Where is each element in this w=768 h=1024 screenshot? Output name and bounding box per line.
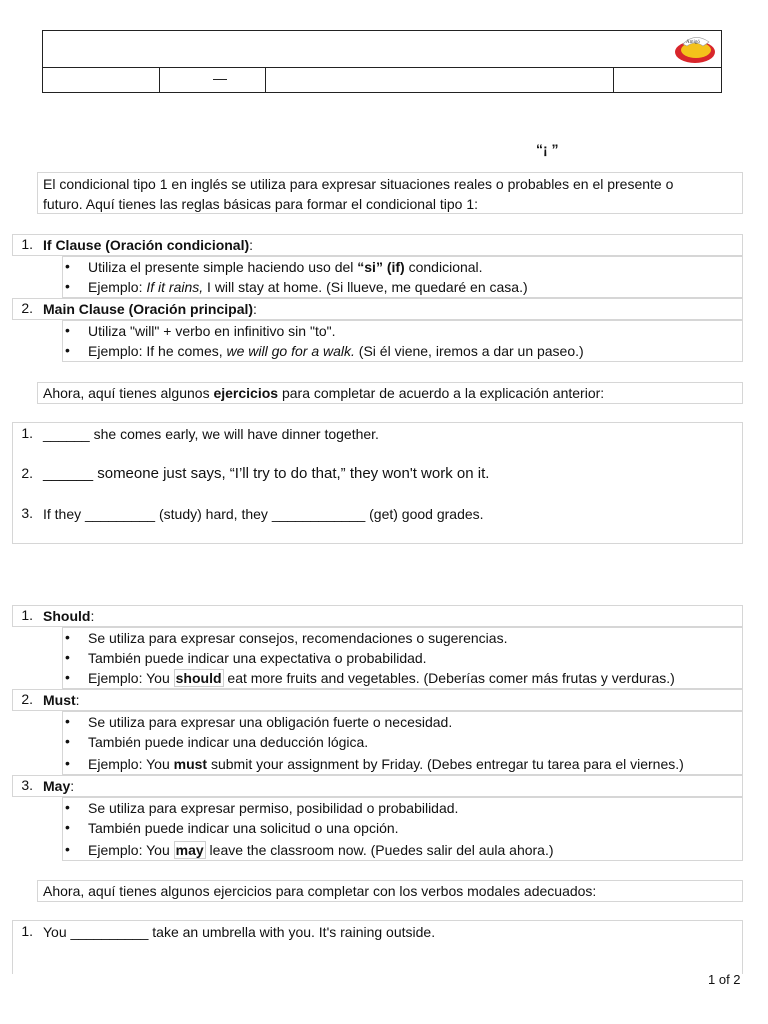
bullet-icon: • <box>65 755 70 771</box>
list-number: 2. <box>21 300 33 316</box>
conditional-exercises-box <box>12 422 743 544</box>
list-number: 1. <box>21 923 33 939</box>
list-item: También puede indicar una deducción lógica. <box>88 734 369 750</box>
exercise-item[interactable]: You __________ take an umbrella with you. It's raining outside. <box>43 924 436 940</box>
bullet-icon: • <box>65 278 70 294</box>
page-number: 1 of 2 <box>708 972 741 987</box>
list-number: 1. <box>21 425 33 441</box>
list-item: Se utiliza para expresar permiso, posibilidad o probabilidad. <box>88 800 459 816</box>
list-item: Se utiliza para expresar una obligación fuerte o necesidad. <box>88 714 453 730</box>
bullet-icon: • <box>65 799 70 815</box>
rule-bullets-box <box>62 256 743 298</box>
modal-exercises-intro-box <box>37 880 743 902</box>
list-number: 3. <box>21 777 33 793</box>
list-number: 1. <box>21 236 33 252</box>
list-item: Ejemplo: You must submit your assignment by Friday. (Debes entregar tu tarea para el viernes.) <box>88 756 684 772</box>
modal-heading-box <box>12 775 743 797</box>
page-title: “¡ ” <box>536 141 559 157</box>
modal-exercises-intro: Ahora, aquí tienes algunos ejercicios para completar con los verbos modales adecuados: <box>43 883 597 899</box>
intro-line: futuro. Aquí tienes las reglas básicas para formar el condicional tipo 1: <box>43 196 479 212</box>
modal-title: May: <box>43 778 75 794</box>
list-item: Ejemplo: You may leave the classroom now. (Puedes salir del aula ahora.) <box>88 842 554 858</box>
list-item: Se utiliza para expresar consejos, recomendaciones o sugerencias. <box>88 630 508 646</box>
bullet-icon: • <box>65 713 70 729</box>
header-info-row <box>43 67 721 93</box>
header-dash: — <box>213 70 227 86</box>
rule-title: If Clause (Oración condicional): <box>43 237 254 253</box>
list-item: Utiliza el presente simple haciendo uso del “si” (if) condicional. <box>88 259 483 275</box>
bullet-icon: • <box>65 819 70 835</box>
bullet-icon: • <box>65 649 70 665</box>
list-item: Ejemplo: If it rains, I will stay at home. (Si llueve, me quedaré en casa.) <box>88 279 528 295</box>
bullet-icon: • <box>65 733 70 749</box>
school-logo <box>673 32 717 65</box>
exercise-item[interactable]: If they _________ (study) hard, they ____________ (get) good grades. <box>43 506 484 522</box>
bullet-icon: • <box>65 342 70 358</box>
bullet-icon: • <box>65 629 70 645</box>
rule-heading-box <box>12 234 743 256</box>
bullet-icon: • <box>65 669 70 685</box>
list-number: 2. <box>21 691 33 707</box>
header-table <box>42 30 722 93</box>
modal-heading-box <box>12 689 743 711</box>
exercises-intro: Ahora, aquí tienes algunos ejercicios para completar de acuerdo a la explicación anterior: <box>43 385 605 401</box>
svg-text:Amigó: Amigó <box>686 40 700 45</box>
modal-title: Should: <box>43 608 95 624</box>
intro-line: El condicional tipo 1 en inglés se utiliza para expresar situaciones reales o probables en el presente o <box>43 176 674 192</box>
list-item: Utiliza "will" + verbo en infinitivo sin "to". <box>88 323 336 339</box>
list-number: 3. <box>21 505 33 521</box>
bullet-icon: • <box>65 322 70 338</box>
list-number: 1. <box>21 607 33 623</box>
intro-box <box>37 172 743 214</box>
modal-bullets-box <box>62 711 743 775</box>
list-item: También puede indicar una solicitud o una opción. <box>88 820 399 836</box>
exercise-item[interactable]: ______ she comes early, we will have dinner together. <box>43 426 379 442</box>
exercises-intro-box <box>37 382 743 404</box>
modal-bullets-box <box>62 797 743 861</box>
modal-heading-box <box>12 605 743 627</box>
list-item: Ejemplo: You should eat more fruits and vegetables. (Deberías comer más frutas y verduras.) <box>88 670 675 686</box>
rule-title: Main Clause (Oración principal): <box>43 301 257 317</box>
list-item: Ejemplo: If he comes, we will go for a walk. (Si él viene, iremos a dar un paseo.) <box>88 343 584 359</box>
header-divider <box>159 68 160 93</box>
rule-bullets-box <box>62 320 743 362</box>
bullet-icon: • <box>65 258 70 274</box>
modal-exercises-box <box>12 920 743 974</box>
exercise-item[interactable]: ______ someone just says, “I’ll try to do that,” they won't work on it. <box>43 465 490 482</box>
rule-heading-box <box>12 298 743 320</box>
modal-bullets-box <box>62 627 743 689</box>
modal-title: Must: <box>43 692 80 708</box>
bullet-icon: • <box>65 841 70 857</box>
header-divider <box>613 68 614 93</box>
list-number: 2. <box>21 465 33 481</box>
list-item: También puede indicar una expectativa o probabilidad. <box>88 650 427 666</box>
header-divider <box>265 68 266 93</box>
